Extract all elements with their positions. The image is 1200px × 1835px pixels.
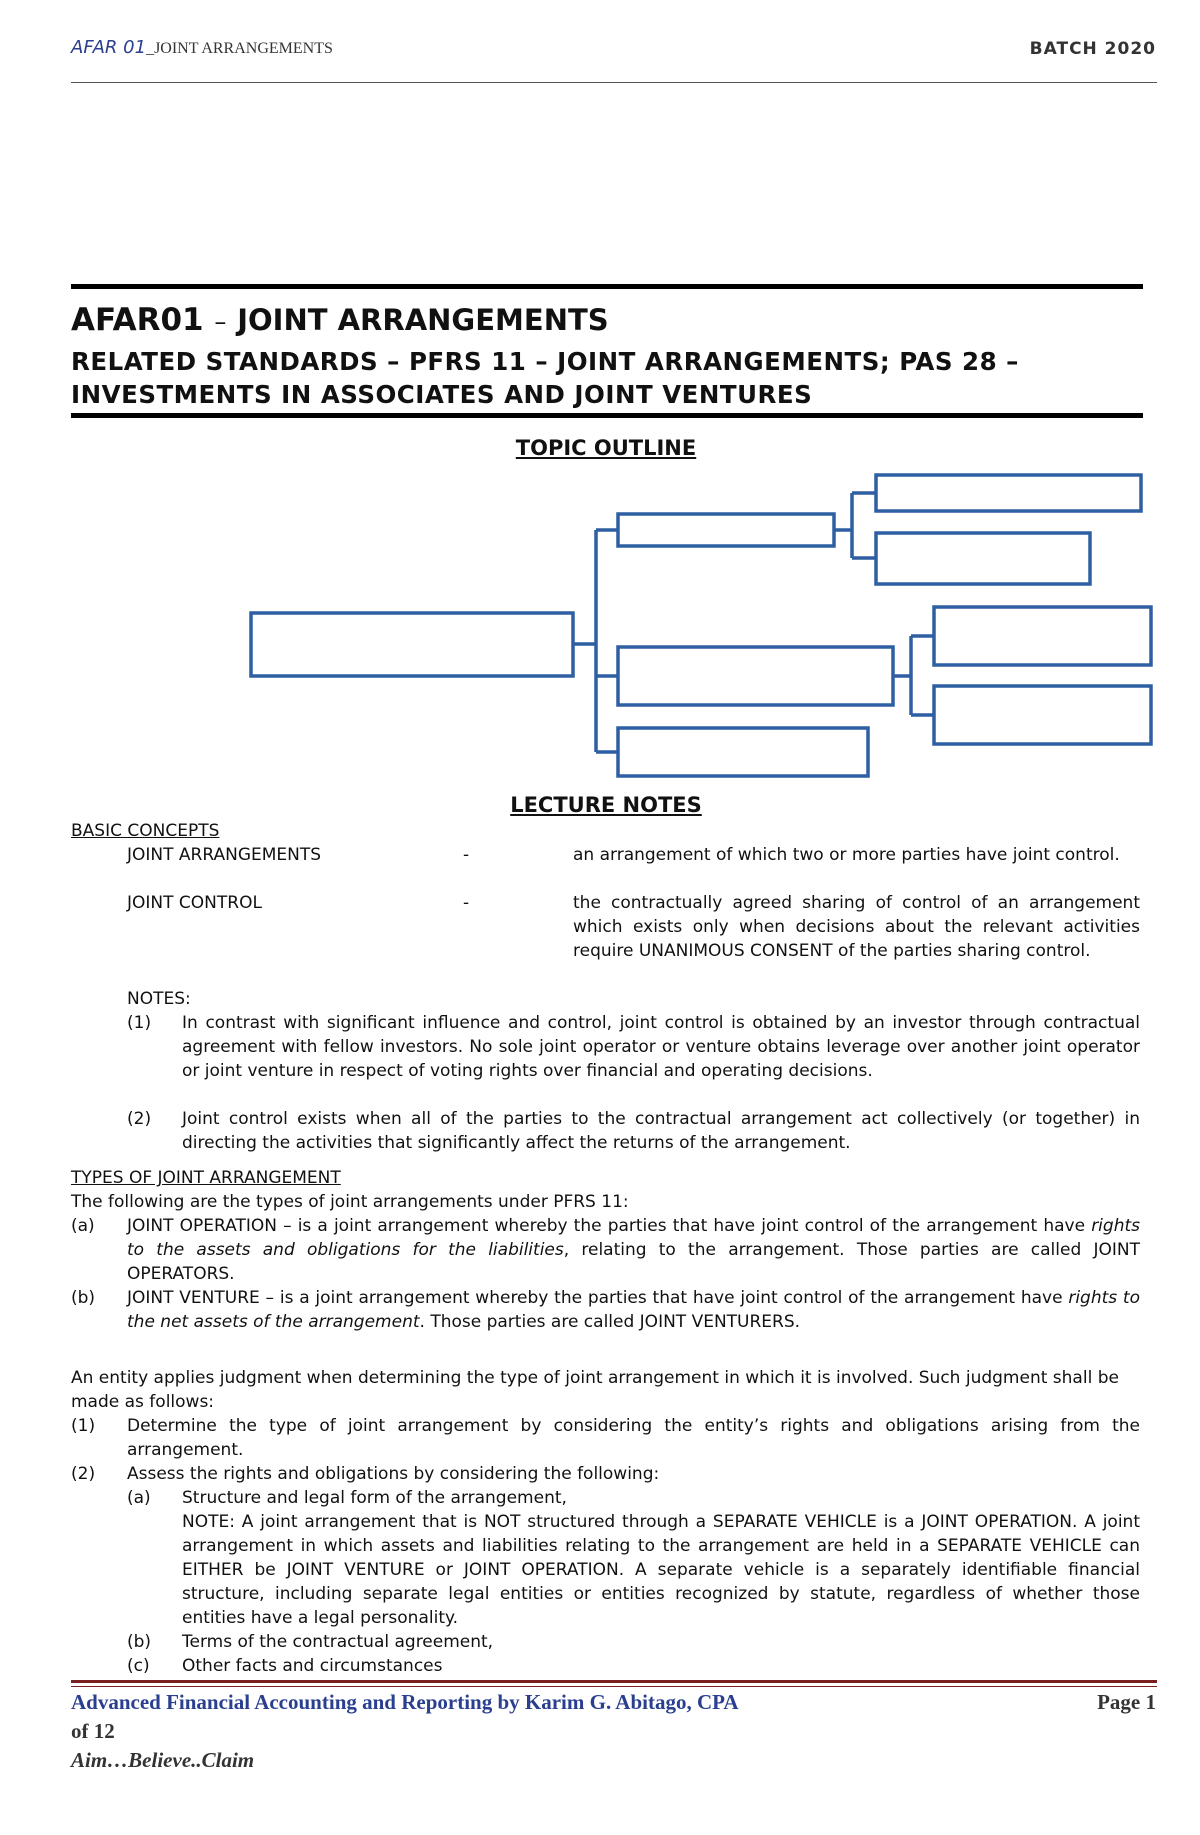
basic-concepts-heading: BASIC CONCEPTS	[71, 821, 220, 841]
outline-box-root	[251, 613, 573, 676]
outline-box-leaf-2a	[934, 607, 1151, 665]
footer-page-total: of 12	[71, 1719, 115, 1743]
footer-author: Advanced Financial Accounting and Reporting by Karim G. Abitago, CPA	[71, 1690, 739, 1714]
notes-label: NOTES:	[127, 989, 191, 1009]
header-course-subtitle: _JOINT ARRANGEMENTS	[146, 40, 333, 57]
type-emphasis: rights to the assets and obligations for the liabilities	[127, 1216, 1140, 1260]
definition-text: an arrangement of which two or more parties have joint control.	[573, 845, 1120, 865]
step-text: Assess the rights and obligations by considering the following:	[127, 1464, 660, 1484]
step-number: (1)	[71, 1416, 96, 1436]
substep-text: Other facts and circumstances	[182, 1656, 443, 1676]
type-joint-operation	[127, 1214, 1140, 1286]
header-batch: BATCH 2020	[1029, 39, 1156, 59]
definition-text: the contractually agreed sharing of control of an arrangement which exists only when decisions about the relevant activities require UNANIMOUS CONSENT of the parties sharing control.	[573, 893, 1140, 961]
substep-number: (c)	[127, 1656, 150, 1676]
footer-tagline: Aim…Believe..Claim	[71, 1748, 255, 1772]
note-number: (1)	[127, 1013, 152, 1033]
type-joint-venture	[127, 1286, 1140, 1334]
outline-box-branch-3	[618, 728, 868, 776]
title-main: JOINT ARRANGEMENTS	[237, 303, 609, 337]
substep-text: Terms of the contractual agreement,	[182, 1632, 494, 1652]
type-number: (b)	[71, 1288, 96, 1308]
outline-box-leaf-1a	[876, 475, 1141, 511]
outline-box-branch-2	[618, 647, 893, 705]
substep-number: (b)	[127, 1632, 152, 1652]
substep-number: (a)	[127, 1488, 151, 1508]
step-text: Determine the type of joint arrangement by considering the entity’s rights and obligations arising from the arrangement.	[127, 1416, 1140, 1460]
title-code: AFAR01	[71, 302, 204, 338]
footer-rule-thin	[71, 1686, 1157, 1687]
judgment-intro: An entity applies judgment when determining the type of joint arrangement in which it is involved. Such judgment shall be made as follows:	[71, 1368, 1119, 1412]
lecture-notes-heading: LECTURE NOTES	[510, 793, 702, 817]
footer-rule-thick	[71, 1680, 1157, 1683]
title-dash: –	[214, 308, 227, 336]
substep-text: Structure and legal form of the arrangement,	[182, 1488, 567, 1508]
types-intro: The following are the types of joint arrangements under PFRS 11:	[71, 1192, 629, 1212]
definition-dash: -	[463, 893, 470, 913]
related-standards: RELATED STANDARDS – PFRS 11 – JOINT ARRANGEMENTS; PAS 28 – INVESTMENTS IN ASSOCIATES AND JOINT VENTURES	[71, 347, 1019, 409]
definition-term: JOINT ARRANGEMENTS	[127, 845, 322, 865]
definition-term: JOINT CONTROL	[127, 893, 262, 913]
step-number: (2)	[71, 1464, 96, 1484]
topic-outline-diagram	[0, 0, 1200, 800]
type-number: (a)	[71, 1216, 95, 1236]
note-text: In contrast with significant influence and control, joint control is obtained by an investor through contractual agreement with fellow investors. No sole joint operator or venture obtains leverage over another joint operator or joint venture in respect of voting rights over financial and operating decisions.	[182, 1013, 1140, 1081]
substep-note: NOTE: A joint arrangement that is NOT structured through a SEPARATE VEHICLE is a JOINT OPERATION. A joint arrangement in which assets and liabilities relating to the arrangement are held in a SEPARATE VEHICLE can EITHER be JOINT VENTURE or JOINT OPERATION. A separate vehicle is a separately identifiable financial structure, including separate legal entities or entities recognized by statute, regardless of whether those entities have a legal personality.	[182, 1512, 1140, 1628]
note-text: Joint control exists when all of the parties to the contractual arrangement act collectively (or together) in directing the activities that significantly affect the returns of the arrangement.	[182, 1109, 1140, 1153]
type-emphasis: rights to the net assets of the arrangement	[127, 1288, 1140, 1332]
outline-box-leaf-1b	[876, 533, 1090, 584]
header-course-code: AFAR 01	[71, 37, 147, 58]
type-text: JOINT VENTURE – is a joint arrangement whereby the parties that have joint control of the arrangement have	[127, 1288, 1069, 1308]
note-number: (2)	[127, 1109, 152, 1129]
outline-box-branch-1	[618, 514, 834, 546]
type-text: JOINT OPERATION – is a joint arrangement whereby the parties that have joint control of the arrangement have	[127, 1216, 1092, 1236]
topic-outline-heading: TOPIC OUTLINE	[515, 436, 697, 460]
type-text: . Those parties are called JOINT VENTURERS.	[419, 1312, 801, 1332]
outline-box-leaf-2b	[934, 686, 1151, 744]
types-heading: TYPES OF JOINT ARRANGEMENT	[71, 1168, 341, 1188]
type-text: , relating to the arrangement. Those parties are called JOINT OPERATORS.	[127, 1240, 1140, 1284]
footer-page-number: Page 1	[1097, 1690, 1156, 1714]
definition-dash: -	[463, 845, 470, 865]
